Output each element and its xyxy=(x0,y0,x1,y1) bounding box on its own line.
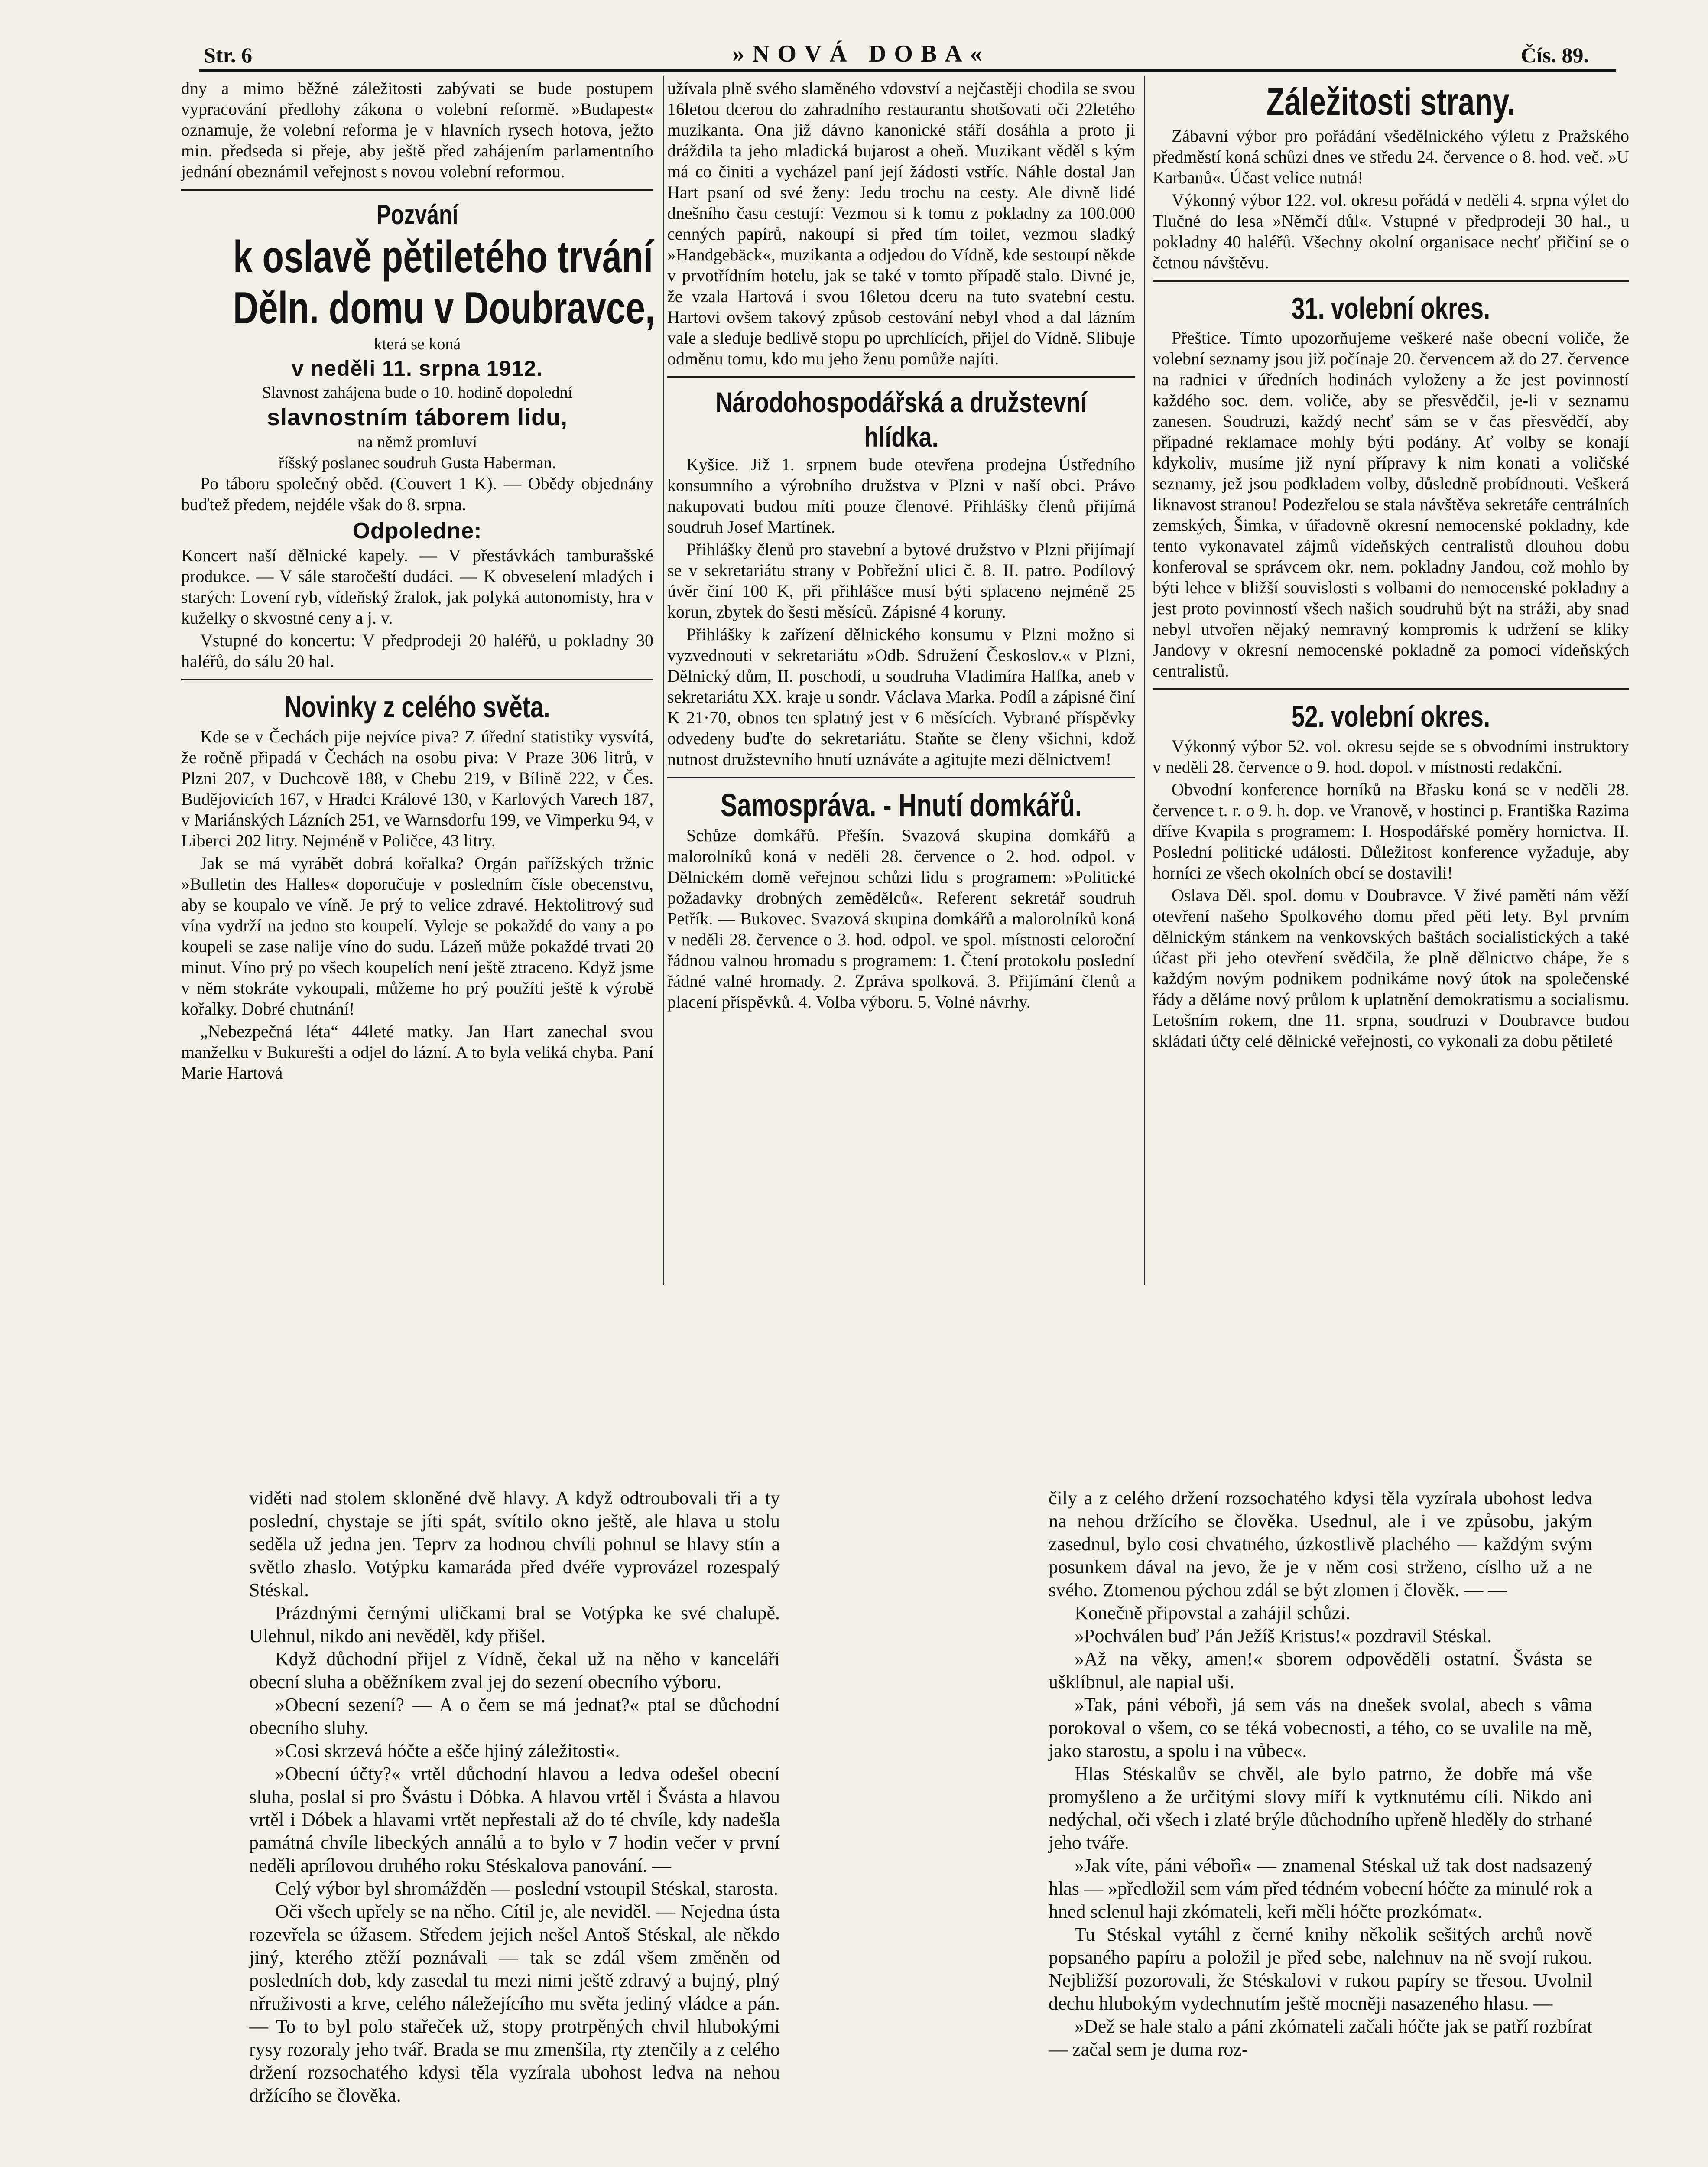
divider xyxy=(181,679,653,680)
news-item: Kyšice. Již 1. srpnem bude otevřena prodejna Ústředního konsumního a výrobního družstva v Plzni v naší obci. Právo nakupovati budou míti pouze členové. Přihlášky členů přijímá soudruh Josef Martínek. xyxy=(667,455,1135,537)
fiction-paragraph: »Tak, páni vébořì, já sem vás na dnešek svolal, abech s vâma porokoval o všem, co se téká vobecnosti, a tého, co se uvalile na mě, jako starostu, a spolu i na vůbec«. xyxy=(1049,1694,1592,1761)
news-item: Schůze domkářů. Přešín. Svazová skupina domkářů a malorolníků koná v neděli 28. července o 2. hod. odpol. v Dělnickém domě veřejnou schůzi lidu s programem: »Politické požadavky drobných zemědělců«. Referent sekretář soudruh Petřík. — Bukovec. Svazová skupina domkářů a malorolníků koná v neděli 28. července o 3. hod. odpol. ve spol. místnosti celoroční řádnou valnou hromadu s programem: 1. Čtení protokolu poslední řádné valné hromady. 2. Zpráva spolková. 3. Přijímání členů a placení příspěvků. 4. Volba výboru. 5. Volné návrhy. xyxy=(667,826,1135,1012)
masthead-rule xyxy=(199,69,1616,72)
issue-number: Čís. 89. xyxy=(1521,43,1589,67)
news-item: „Nebezpečná léta“ 44leté matky. Jan Hart zanechal svou manželku v Bukurešti a odjel do lázní. A to byla veliká chyba. Paní Marie Hartová xyxy=(181,1022,653,1083)
invite-concert: Koncert naší dělnické kapely. — V přestávkách tamburašské produkce. — V sále staročeští dudáci. — K obveselení mladých i starých: Lovení ryb, vídeňský žralok, jak polyká autonomisty, hra v kuželky o skvostné ceny a j. v. xyxy=(181,546,653,628)
section-heading-samosprava: Samospráva. - Hnutí domkářů. xyxy=(721,787,1082,823)
divider xyxy=(1153,280,1629,282)
section-heading-okres-31: 31. volební okres. xyxy=(1291,291,1490,325)
invite-headline-2: Děln. domu v Doubravce, xyxy=(233,283,655,333)
fiction-paragraph: viděti nad stolem skloněné dvě hlavy. A když odtroubovali tři a ty poslední, chystaje se jíti spát, svítilo okno ještě, ale hlava u stolu seděla už jedna jen. Teprv za hodnou chvíli pohnul se hlavy stín a světlo zhaslo. Votýpku kamaráda před dvéře vyprovázel rozespalý Stéskal. xyxy=(249,1487,780,1601)
fiction-paragraph: »Až na věky, amen!« sborem odpověděli ostatní. Švásta se ušklíbnul, ale napial uši. xyxy=(1049,1648,1592,1692)
divider xyxy=(667,777,1135,778)
column-divider-1 xyxy=(663,76,664,1285)
news-item: Přihlášky členů pro stavební a bytové družstvo v Plzni přijímají se v sekretariátu strany v Pobřežní ulici č. 8. II. patro. Podílový úvěr činí 100 K, při přihlášce musí býti splaceno nejméně 25 korun, zbytek do šesti měsíců. Zápisné 4 koruny. xyxy=(667,540,1135,621)
column-1 xyxy=(181,78,653,1085)
invite-note: která se koná xyxy=(373,335,461,353)
news-item: Výkonný výbor 52. vol. okresu sejde se s obvodními instruktory v neděli 28. července o 9. hod. dopol. v místnosti redakční. xyxy=(1153,736,1629,777)
invitation-notice xyxy=(181,198,653,672)
fiction-paragraph: Prázdnými černými uličkami bral se Votýpka ke své chalupě. Ulehnul, nikdo ani nevěděl, kdy přišel. xyxy=(249,1602,780,1646)
news-item: Přeštice. Tímto upozorňujeme veškeré naše obecní voliče, že volební seznamy jsou již počínaje 20. červencem až do 27. července na radnici v úředních hodinách vyloženy a že jest povinností každého soc. dem. voliče, aby se přesvědčil, je-li v seznamu zanesen. Soudruzi, každý nechť sám se v čas přesvědčí, aby případné reklamace mohly býti podány. Ať volby se konají kdykoliv, musíme již nyní přípravy k nim konati a voličské seznamy, jež jsou podkladem volby, důsledně probídnouti. Veškerá liknavost stranou! Podezřelou se stala návštěva sekretáře centrálních zemských, Šimka, v úřadovně okresní nemocenské pokladny, kde tento vykonavatel zájmů vídeňských centralistů dlouhou dobu konferoval se správcem okr. nem. pokladny Jandou, což mohlo by býti lehce v bližší souvislosti s volbami do nemocenské pokladny a jest proto povinností všech našich soudruhů být na stráži, aby snad nebyl utvořen nějaký nemravný kompromis k udržení se kliky Jandovy v okresní nemocenské pokladně za pomoci vídeňských centralistů. xyxy=(1153,328,1629,680)
article-continuation: dny a mimo běžné záležitosti zabývati se bude postupem vypracování předlohy zákona o volební reformě. »Budapest« oznamuje, že volební reforma je v hlavních rysech hotova, ježto min. předseda si přeje, aby ještě před zahájením parlamentního jednání obeznámil veřejnost s novou volební reformou. xyxy=(181,78,653,181)
divider xyxy=(1153,688,1629,690)
section-heading-zalezitosti: Záležitosti strany. xyxy=(1266,80,1516,123)
invite-lunch: Po táboru společný oběd. (Couvert 1 K). — Obědy objednány buďtež předem, nejdéle však do 8. srpna. xyxy=(181,474,653,514)
divider xyxy=(181,189,653,191)
column-2 xyxy=(667,78,1135,1014)
fiction-paragraph: Celý výbor byl shromážděn — poslední vstoupil Stéskal, starosta. xyxy=(275,1878,778,1899)
fiction-paragraph: Tu Stéskal vytáhl z černé knihy několik sešitých archů nově popsaného papíru a položil je před sebe, nalehnuv na ně svojí rukou. Nejbližší pozorovali, že Stéskalovi v rukou papíry se třesou. Uvolnil dechu hlubokým vydechnutím ještě mocněji nasazeného hlasu. — xyxy=(1049,1924,1592,2014)
fiction-paragraph: »Obecní sezení? — A o čem se má jednat?« ptal se důchodní obecního sluhy. xyxy=(249,1694,780,1738)
page-number: Str. 6 xyxy=(204,43,253,67)
news-item: Přihlášky k zařízení dělnického konsumu v Plzni možno si vyzvednouti v sekretariátu »Odb. Sdružení Českoslov.« v Plzni, Dělnický dům, II. poschodí, u soudruha Vladimíra Halfka, aneb v sekretariátu XX. kraje u sondr. Václava Marka. Podíl a zápisné činí K 21·70, obnos ten splatný jest v 6 měsících. Vybrané příspěvky odvedeny buďte do sekretariátu. Staňte se členy všichni, kdož nutnost družstevního hnutí uznáváte a agitujte mezi dělnictvem! xyxy=(667,625,1135,769)
invite-title: Pozvání xyxy=(376,199,458,230)
invite-admission: Vstupné do koncertu: V předprodeji 20 haléřů, u pokladny 30 haléřů, do sálu 20 hal. xyxy=(181,631,653,671)
newspaper-title: »NOVÁ DOBA« xyxy=(732,40,990,67)
invite-date: v neděli 11. srpna 1912. xyxy=(292,356,543,381)
news-item: Obvodní konference horníků na Břasku koná se v neděli 28. července t. r. o 9. h. dop. ve Vranově, v hostinci p. Františka Razima dříve Kvapila s programem: I. Hospodářské poměry hornictva. II. Poslední politické události. Důležitost konference vyžaduje, aby horníci ze všech okolních obcí se dostavili! xyxy=(1153,780,1629,882)
news-item: Kde se v Čechách pije nejvíce piva? Z úřední statistiky vysvítá, že ročně připadá v Čechách na osobu piva: V Praze 306 litrů, v Plzni 207, v Duchcově 188, v Chebu 219, v Bílině 222, v Čes. Budějovicích 167, v Hradci Králové 130, v Karlových Varech 187, v Mariánských Lázních 251, ve Warnsdorfu 199, ve Vimperku 94, v Liberci 202 litry. Nejméně v Poličce, 43 litry. xyxy=(181,727,653,850)
news-item: Zábavní výbor pro pořádání všedělnického výletu z Pražského předměstí koná schůzi dnes ve středu 24. července o 8. hod. več. »U Karbanů«. Účast velice nutná! xyxy=(1153,126,1629,187)
fiction-paragraph: Konečně připovstal a zahájil schůzi. xyxy=(1075,1602,1351,1624)
news-item: Výkonný výbor 122. vol. okresu pořádá v neděli 4. srpna výlet do Tlučné do lesa »Němčí důl«. Vstupné v předprodeji 30 hal., u pokladny 40 haléřů. Všechny okolní organisace nechť přičiní se o četnou návštěvu. xyxy=(1153,190,1629,272)
fiction-paragraph: čily a z celého držení rozsochatého kdysi těla vyzírala ubohost ledva na nehou držícího se člověka. Usednul, ale i ve způsobu, jakým zasednul, bylo cosi chvatného, úzkostlivě plachého — každým svým posunkem dával na jevo, že je v něm cosi strženo, císlho už a ne svého. Ztomenou pýchou zdál se být zlomen i člověk. — — xyxy=(1049,1487,1592,1601)
invite-afternoon: Odpoledne: xyxy=(352,518,482,543)
column-3 xyxy=(1153,78,1629,1053)
invite-speaker-label: na němž promluví xyxy=(357,433,477,451)
divider xyxy=(667,376,1135,378)
invite-rally: slavnostním táborem lidu, xyxy=(266,404,568,430)
fiction-paragraph: »Cosi skrzevá hóčte a ešče hjiný záležitosti«. xyxy=(275,1740,620,1761)
fiction-page-left xyxy=(249,1487,780,2107)
column-divider-2 xyxy=(1144,76,1145,1285)
fiction-paragraph: »Jak víte, páni vébořì« — znamenal Stéskal už tak dost nadsazený hlas — »předložil sem vám před tédném vobecní hóčte za minulé rok a hned sclenul haji zkómateli, keři měli hóčte prozkómat«. xyxy=(1049,1855,1592,1922)
section-heading-okres-52: 52. volební okres. xyxy=(1291,700,1490,733)
news-item: Oslava Děl. spol. domu v Doubravce. V živé paměti nám věží otevření našeho Spolkového domu před pěti lety. Byl prvním dělnickým stánkem na venkovských baštách socialistických a také účast při jeho otevření svědčila, že plně dělnictvo chápe, že s každým novým podnikem podnikáme nový útok na společenské řády a děláme nový průlom k uplatnění demokratismu a socialismu. Letošním rokem, dne 11. srpna, soudruzi v Doubravce budou skládati účty celé dělnické veřejnosti, co vykonali za dobu pětileté xyxy=(1153,885,1629,1051)
invite-start: Slavnost zahájena bude o 10. hodině dopolední xyxy=(262,384,573,402)
article-continuation: užívala plně svého slaměného vdovství a nejčastěji chodila se svou 16letou dcerou do zahradního restaurantu shotšovati oči 22letého muzikanta. Ona již dávno kanonické stáří dosáhla a proto ji dráždila ta jeho mladická bujarost a oheň. Muzikant věděl s kým má co činiti a vycházel paní její žádosti vstříc. Náhle dostal Jan Hart psaní od své ženy: Jedu trochu na cesty. Ale divně lidé dnešního času cestují: Vezmou si k tomu z pokladny za 100.000 cenných papírů, nakoupí si před tím toilet, vezmou sladký »Handgebäck«, muzikanta a odjedou do Vídně, kde sestoupí někde v prvotřídním hotelu, jak se také v tomto případě stalo. Divné je, že vzala Hartová i svou 16letou dceru na tuto svatební cestu. Hartovi ovšem takový způsob cestování nebyl vhod a dal lázním vale a sleduje bedlivě stopu po uprchlících, přijel do Vídně. Slibuje odměnu tomu, kdo mu jeho ženu pomůže najíti. xyxy=(667,78,1135,368)
invite-speaker: říšský poslanec soudruh Gusta Haberman. xyxy=(278,454,556,472)
fiction-paragraph: Hlas Stéskalův se chvěl, ale bylo patrno, že dobře má vše promyšleno a že určitými slovy míří k vytknutému cíli. Nikdo ani nedýchal, oči všech i zlaté brýle důchodního upřeně hleděly do strhané jeho tváře. xyxy=(1049,1763,1592,1853)
fiction-paragraph: »Pochválen buď Pán Ježíš Kristus!« pozdravil Stéskal. xyxy=(1075,1625,1492,1646)
fiction-paragraph: »Dež se hale stalo a páni zkómateli začali hóčte jak se patří rozbírat — začal sem je duma roz- xyxy=(1049,2016,1592,2060)
section-heading-narodohospodarska: Národohospodářská a družstevní hlídka. xyxy=(715,386,1087,453)
fiction-paragraph: »Obecní účty?« vrtěl důchodní hlavou a ledva odešel obecní sluha, poslal si pro Švástu i Dóbka. A hlavou vrtěl i Švásta a hlavou vrtěl i Dóbek a hlavami vrtět nepřestali až do té chvíle, kdy nadešla památná chvíle libeckých annálů a to bylo v 7 hodin večer v první neděli aprílovou druhého roku Stéskalova panování. — xyxy=(249,1763,780,1876)
fiction-paragraph: Oči všech upřely se na něho. Cítil je, ale neviděl. — Nejedna ústa rozevřela se úžasem. Středem jejich nešel Antoš Stéskal, ale někdo jiný, kterého ztěží poznávali — tak se zdál všem změněn od posledních dob, kdy zasedal tu mezi nimi ještě zdravý a bujný, plný nřruživosti a krve, celého náležejícího mu světa jediný vládce a pán. — To to byl polo stařeček už, stopy protrpěných chvil hlubokými rysy rozoraly jeho tvář. Brada se mu zmenšila, rty ztenčily a z celého držení rozsochatého kdysi těla vyzírala ubohost ledva na nehou držícího se člověka. xyxy=(249,1901,780,2106)
section-heading-novinky: Novinky z celého světa. xyxy=(284,690,550,724)
news-item: Jak se má vyrábět dobrá kořalka? Orgán pařížských tržnic »Bulletin des Halles« doporučuje v posledním čísle obecenstvu, aby se koupalo ve víně. Je prý to velice zdravé. Hektolitrový sud vína vydrží na jedno sto koupelí. Vyleje se pokaždé do vany a po koupeli se zase nalije víno do sudu. Lázeň může pokaždé trvati 20 minut. Víno prý po všech koupelích není ještě ztraceno. Když jsme v něm stokráte vykoupali, můžeme ho prý použíti ještě k výrobě kořalky. Dobré chutnání! xyxy=(181,853,653,1018)
invite-headline-1: k oslavě pětiletého trvání xyxy=(233,232,653,282)
fiction-page-right xyxy=(1049,1487,1592,2061)
fiction-paragraph: Když důchodní přijel z Vídně, čekal už na něho v kanceláři obecní sluha a oběžníkem zval jej do sezení obecního výboru. xyxy=(249,1648,780,1692)
